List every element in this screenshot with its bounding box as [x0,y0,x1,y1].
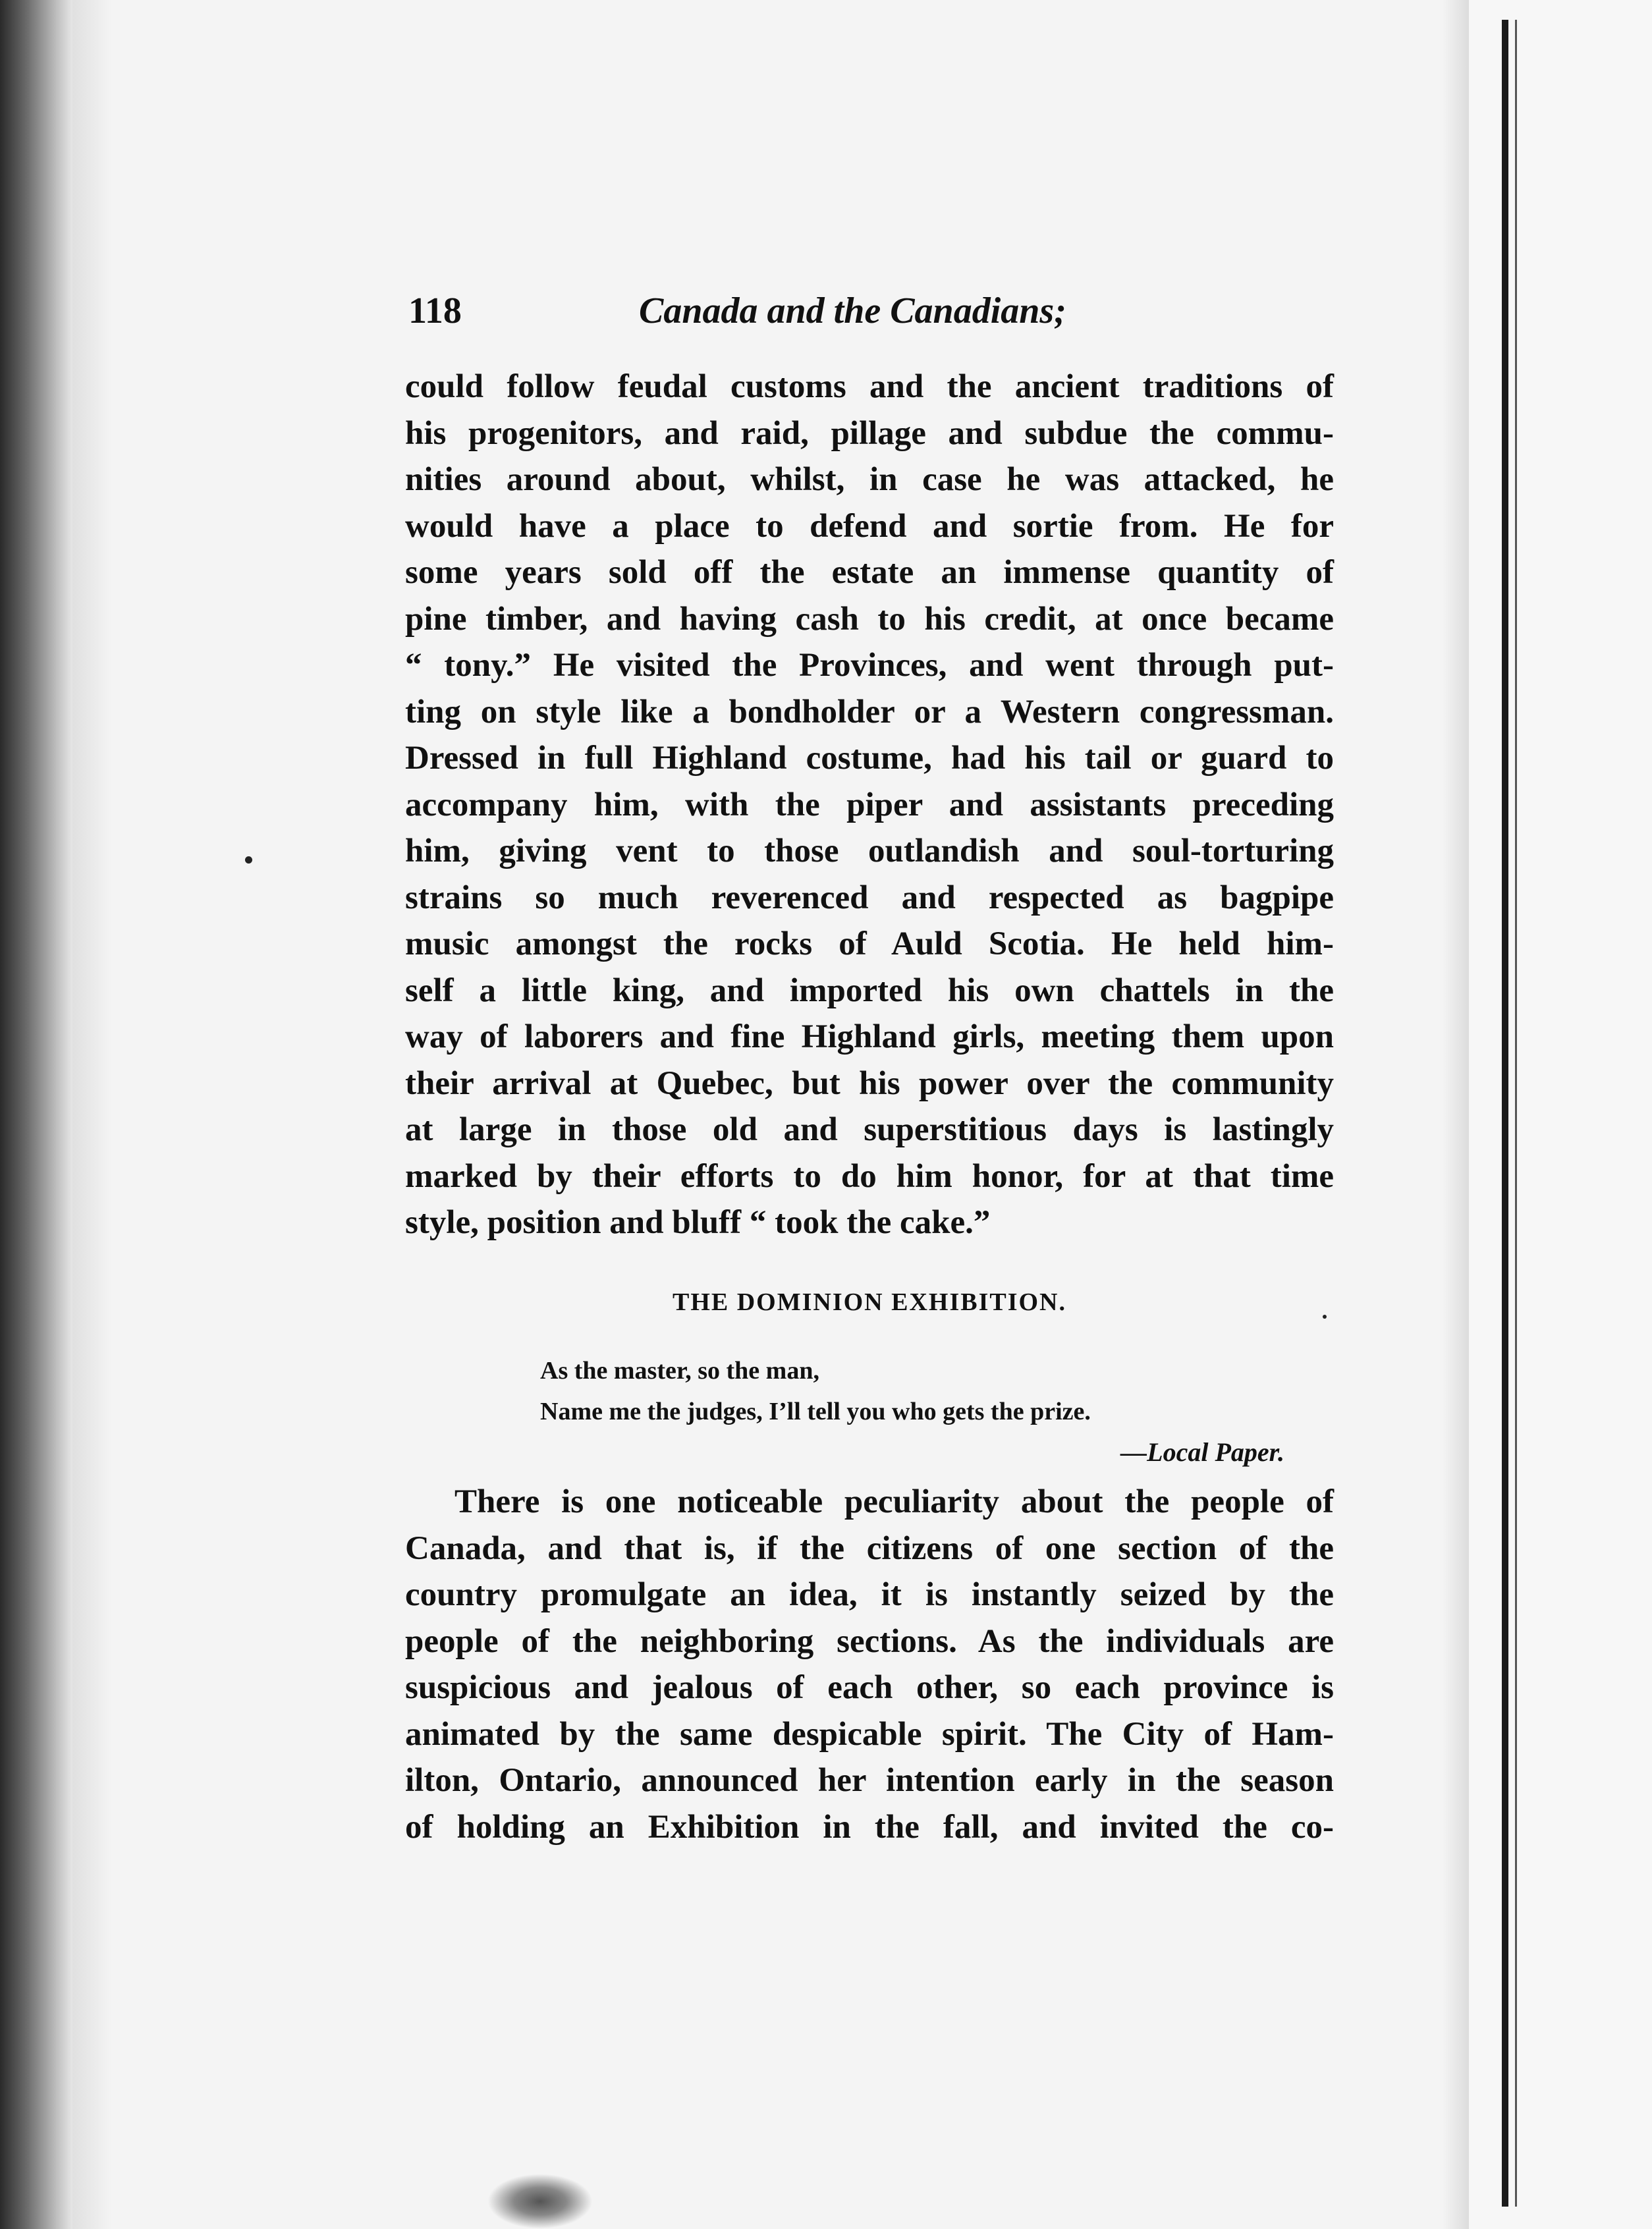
text-line: could follow feudal customs and the ancient traditions of [405,368,1334,405]
epigraph [540,1350,1284,1473]
scan-speck [245,856,252,864]
text-line: some years sold off the estate an immense quantity of [405,554,1334,591]
scan-smudge [487,2174,593,2229]
section-heading: THE DOMINION EXHIBITION. [672,1288,1067,1316]
text-line: There is one noticeable peculiarity about the people of [454,1483,1334,1520]
text-line: animated by the same despicable spirit. The City of Ham- [405,1715,1334,1753]
text-line: at large in those old and superstitious days is lastingly [405,1111,1334,1148]
text-line: suspicious and jealous of each other, so each province is [405,1669,1334,1706]
page-header [408,290,1350,343]
running-head: Canada and the Canadians; [639,290,1066,331]
text-line: strains so much reverenced and respected as bagpipe [405,879,1334,916]
page-right-shadow [1443,0,1469,2229]
text-line: self a little king, and imported his own chattels in the [405,972,1334,1009]
text-line: way of laborers and fine Highland girls, meeting them upon [405,1018,1334,1055]
paragraph-1 [405,364,1334,1246]
text-line: ilton, Ontario, announced her intention early in the season [405,1762,1334,1799]
text-line: style, position and bluff “ took the cake.” [405,1204,991,1241]
page-binding-shadow [72,0,112,2229]
scan-right-edge [1469,0,1652,2229]
epigraph-line: As the master, so the man, [540,1357,819,1385]
text-line: his progenitors, and raid, pillage and subdue the commu- [405,414,1334,452]
text-line: accompany him, with the piper and assistants preceding [405,786,1334,823]
epigraph-source: —Local Paper. [1120,1437,1284,1467]
scan-right-edge-line-thin [1515,20,1517,2207]
epigraph-line: Name me the judges, I’ll tell you who gets the prize. [540,1398,1091,1425]
text-line: him, giving vent to those outlandish and soul-torturing [405,833,1334,869]
text-line: nities around about, whilst, in case he was attacked, he [405,461,1334,498]
text-line: marked by their efforts to do him honor, for at that time [405,1157,1334,1195]
text-line: pine timber, and having cash to his credit, at once became [405,600,1334,638]
text-line: Dressed in full Highland costume, had his tail or guard to [405,740,1334,777]
scan-right-edge-line [1502,20,1508,2207]
text-line: music amongst the rocks of Auld Scotia. He held him- [405,925,1334,962]
text-line: ting on style like a bondholder or a Western congressman. [405,693,1334,730]
text-line: country promulgate an idea, it is instantly seized by the [405,1576,1334,1613]
text-line: “ tony.” He visited the Provinces, and went through put- [405,647,1334,684]
text-line: people of the neighboring sections. As the individuals are [405,1622,1334,1660]
text-line: Canada, and that is, if the citizens of one section of the [405,1529,1334,1567]
text-line: their arrival at Quebec, but his power over the community [405,1064,1334,1102]
text-line: would have a place to defend and sortie from. He for [405,507,1334,545]
scan-left-edge [0,0,72,2229]
paragraph-2 [405,1479,1334,1850]
page-number: 118 [408,290,462,331]
text-line: of holding an Exhibition in the fall, and invited the co- [405,1808,1334,1846]
